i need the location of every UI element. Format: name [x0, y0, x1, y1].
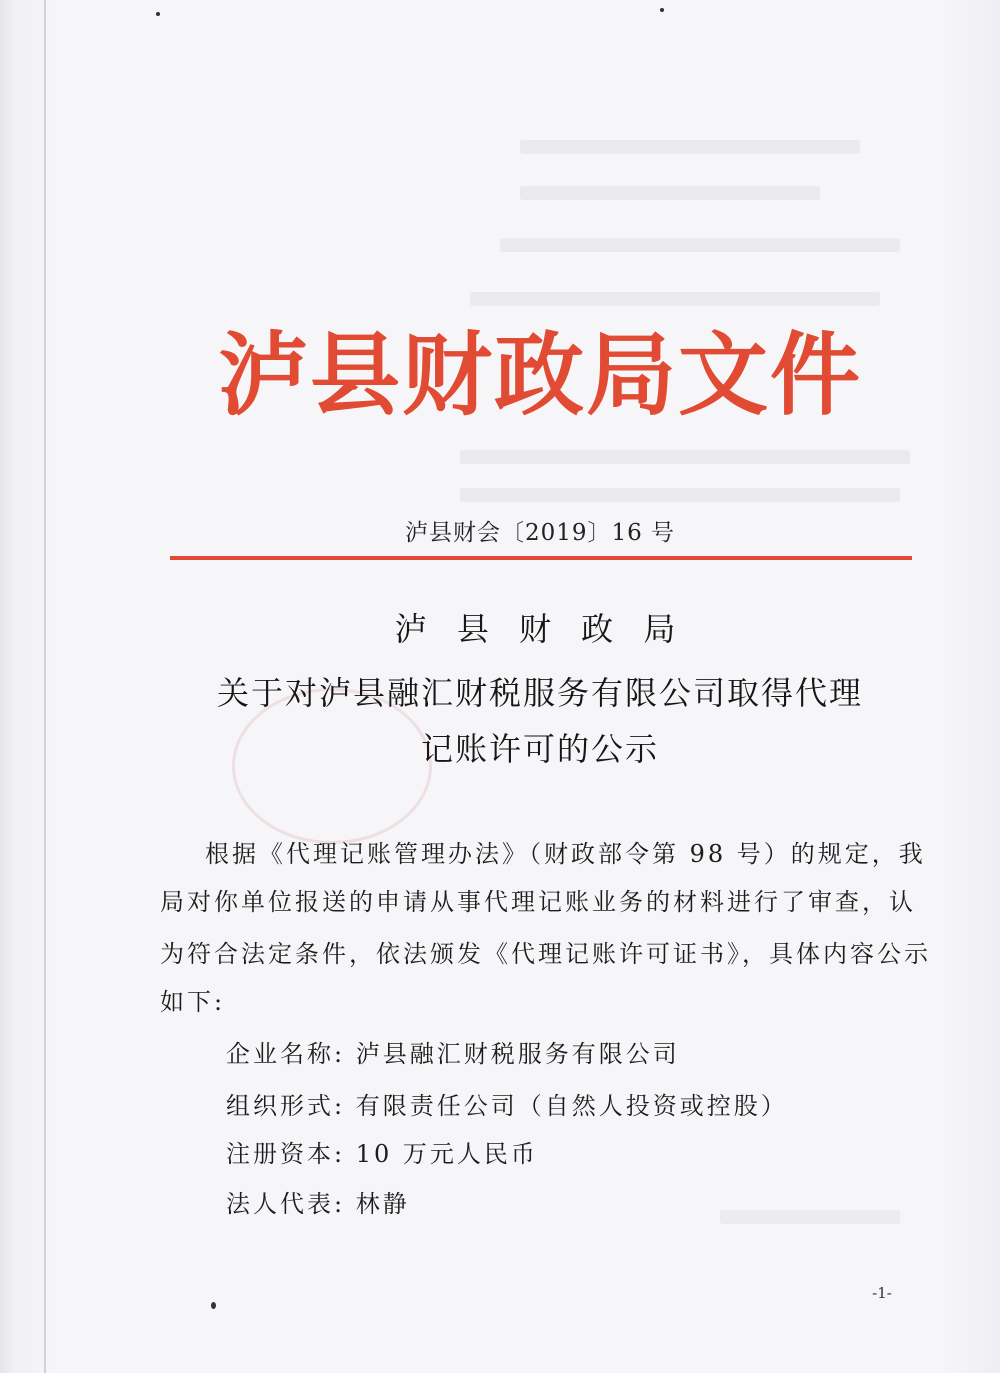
field-registered-capital	[226, 1138, 866, 1170]
field-organization-form	[226, 1090, 866, 1122]
field-label: 法人代表:	[226, 1190, 346, 1218]
body-paragraph-line: 如下:	[160, 988, 226, 1016]
scan-speck	[156, 12, 160, 16]
field-value: 10 万元人民币	[355, 1140, 538, 1168]
red-divider-line	[170, 556, 912, 560]
body-paragraph-line: 局对你单位报送的申请从事代理记账业务的材料进行了审查，认	[160, 888, 916, 916]
document-number: 泸县财会〔2019〕16 号	[404, 520, 676, 546]
field-value: 林静	[355, 1190, 410, 1218]
scan-speck	[211, 1302, 216, 1309]
title-line-2: 关于对泸县融汇财税服务有限公司取得代理	[216, 674, 863, 712]
title-line-3: 记账许可的公示	[420, 730, 659, 768]
field-label: 注册资本:	[226, 1140, 346, 1168]
field-value: 泸县融汇财税服务有限公司	[355, 1040, 680, 1068]
field-value: 有限责任公司（自然人投资或控股）	[355, 1092, 788, 1120]
field-label: 组织形式:	[226, 1092, 346, 1120]
scan-speck	[660, 8, 664, 12]
agency-header-title: 泸县财政局文件	[218, 322, 862, 428]
title-line-1: 泸 县 财 政 局	[394, 610, 686, 648]
field-company-name	[226, 1038, 866, 1070]
field-label: 企业名称:	[226, 1040, 346, 1068]
binding-edge	[44, 0, 46, 1373]
page-number: -1-	[872, 1284, 892, 1302]
body-paragraph-line: 根据《代理记账管理办法》（财政部令第 98 号）的规定，我	[205, 840, 926, 868]
field-legal-representative	[226, 1188, 866, 1220]
body-paragraph-line: 为符合法定条件，依法颁发《代理记账许可证书》，具体内容公示	[160, 940, 931, 968]
